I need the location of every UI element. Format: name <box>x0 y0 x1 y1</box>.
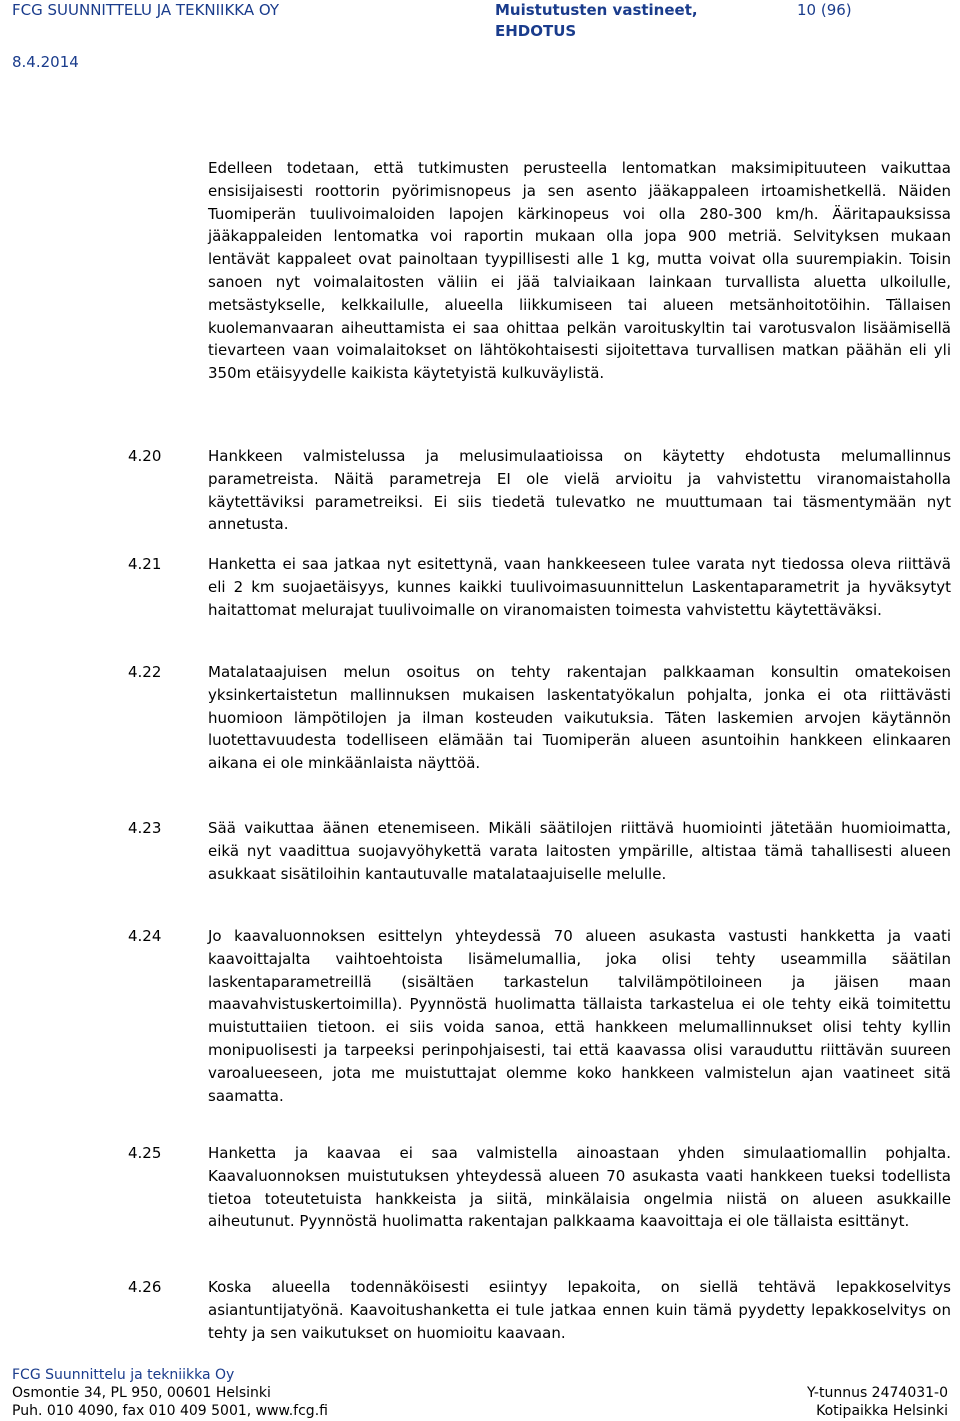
footer-phone: Puh. 010 4090, fax 010 409 5001, www.fcg.fi <box>12 1403 328 1419</box>
item-number: 4.25 <box>128 1144 162 1162</box>
footer-domicile: Kotipaikka Helsinki <box>816 1403 948 1419</box>
item-text: Koska alueella todennäköisesti esiintyy lepakoita, on siellä tehtävä lepakkoselvitys asiantuntijatyönä. Kaavoitushanketta ei tule jatkaa ennen kuin tämä pyydetty lepakkoselvitys on tehty ja sen vaikutukset on huomioitu kaavaan. <box>208 1278 951 1342</box>
item-text: Jo kaavaluonnoksen esittelyn yhteydessä 70 alueen asukasta vastusti hankketta ja vaati kaavoittajalta vaihtoehtoista lisämelumallia, joka olisi tehty useammilla säätilan laskentaparametreillä (sisältäen tarkastelun talvilämpötiloineen ja jäisen maan maavahvistuskertoimilla). Pyynnöstä huolimatta tällaista tarkastelua ei ole tehty eikä toimitettu muistuttaiien tietoon. ei siis voida sanoa, että hankkeen melumallinnukset olisi tehty kyllin monipuolisesti ja tarpeeksi perinpohjaisesti, tai että kaavassa olisi varauduttu riittävän suureen varoalueeseen, jota me muistuttajat olemme koko hankkeen valmistelun ajan vaatineet sitä saamatta. <box>208 927 951 1105</box>
footer-company: FCG Suunnittelu ja tekniikka Oy <box>12 1367 235 1383</box>
item-number: 4.24 <box>128 927 162 945</box>
numbered-item <box>128 817 951 885</box>
header-title-line-2: EHDOTUS <box>495 22 577 40</box>
intro-section <box>208 157 951 385</box>
footer-business-id: Y-tunnus 2474031-0 <box>807 1385 948 1401</box>
item-text: Matalataajuisen melun osoitus on tehty rakentajan palkkaaman konsultin omatekoisen yksinkertaistetun mallinnuksen mukaisen laskentatyökalun pohjalta, jonka ei ota riittävästi huomioon lämpötilojen ja ilman kosteuden vaikutuksia. Täten laskemien arvojen käytännön luotettavuudesta todelliseen elämään tai Tuomiperän alueen asuntoihin hankkeen elinkaaren aikana ei ole minkäänlaista näyttöä. <box>208 663 951 773</box>
numbered-item <box>128 1276 951 1344</box>
item-number: 4.20 <box>128 447 162 465</box>
header-title-line-1: Muistutusten vastineet, <box>495 1 698 19</box>
numbered-item <box>128 925 951 1107</box>
numbered-item <box>128 1142 951 1233</box>
item-text: Hankkeen valmistelussa ja melusimulaatioissa on käytetty ehdotusta melumallinnus parametreista. Näitä parametreja EI ole vielä arvioitu ja vahvistettu viranomaistaholla käytettäviksi parametreiksi. Ei siis tiedetä tulevatko ne muuttumaan tai täsmentymään nyt annetusta. <box>208 447 951 534</box>
intro-paragraph: Edelleen todetaan, että tutkimusten perusteella lentomatkan maksimipituuteen vaikuttaa ensisijaisesti roottorin pyörimisnopeus ja sen asento jääkappaleen irtoamishetkellä. Näiden Tuomiperän tuulivoimaloiden lapojen kärkinopeus voi olla 280-300 km/h. Ääritapauksissa jääkappaleiden lentomatka voi raportin mukaan olla jopa 900 metriä. Selvityksen mukaan lentävät kappaleet ovat painoltaan tyypillisesti alle 1 kg, mutta voivat olla suurempiakin. Toisin sanoen nyt voimalaitosten väliin ei jää talviaikaan lainkaan turvallista aluetta ulkoilulle, metsästykselle, kelkkailulle, alueella liikkumiseen tai alueen metsänhoitotöihin. Tällaisen kuolemanvaaran aiheuttamista ei saa ohittaa pelkän varoituskyltin tai varotusvalon lisäämisellä tievarteen vaan voimalaitokset on lähtökohtaisesti sijoitettava turvallisen matkan päähän eli yli 350m etäisyydelle kaikista käytetyistä kulkuväylistä. <box>208 159 951 383</box>
item-number: 4.26 <box>128 1278 162 1296</box>
header-date: 8.4.2014 <box>12 53 79 71</box>
item-number: 4.22 <box>128 663 162 681</box>
numbered-item <box>128 661 951 775</box>
item-number: 4.21 <box>128 555 162 573</box>
header-company: FCG SUUNNITTELU JA TEKNIIKKA OY <box>12 1 280 19</box>
footer-address: Osmontie 34, PL 950, 00601 Helsinki <box>12 1385 271 1401</box>
footer-contact-row <box>12 1402 948 1420</box>
header-document-title <box>495 0 698 42</box>
item-text: Hanketta ja kaavaa ei saa valmistella ainoastaan yhden simulaatiomallin pohjalta. Kaavaluonnoksen muistutuksen yhteydessä alueen 70 asukasta vaati hankkeen tueksi todellista tietoa toteutetuista hankkeista ja siitä, minkälaisia ongelmia niistä on alueen asukkaille aiheutunut. Pyynnöstä huolimatta rakentajan palkkaama kaavoittaja ei ole tällaista esittänyt. <box>208 1144 951 1231</box>
numbered-item <box>128 553 951 621</box>
footer-address-row <box>12 1384 948 1402</box>
item-number: 4.23 <box>128 819 162 837</box>
item-text: Hanketta ei saa jatkaa nyt esitettynä, vaan hankkeeseen tulee varata nyt tiedossa oleva riittävä eli 2 km suojaetäisyys, kunnes kaikki tuulivoimasuunnittelun Laskentaparametrit ja hyväksytyt haitattomat melurajat tuulivoimalle on viranomaisten toimesta vahvistettu käytettäväksi. <box>208 555 951 619</box>
item-text: Sää vaikuttaa äänen etenemiseen. Mikäli säätilojen riittävä huomiointi jätetään huomioimatta, eikä nyt vaadittua suojavyöhykettä varata laitosten ympärille, altistaa tämä tahallisesti alueen asukkaat sisätiloihin kantautuvalle matalataajuiselle melulle. <box>208 819 951 883</box>
numbered-item <box>128 445 951 536</box>
header-page-number: 10 (96) <box>797 1 852 19</box>
